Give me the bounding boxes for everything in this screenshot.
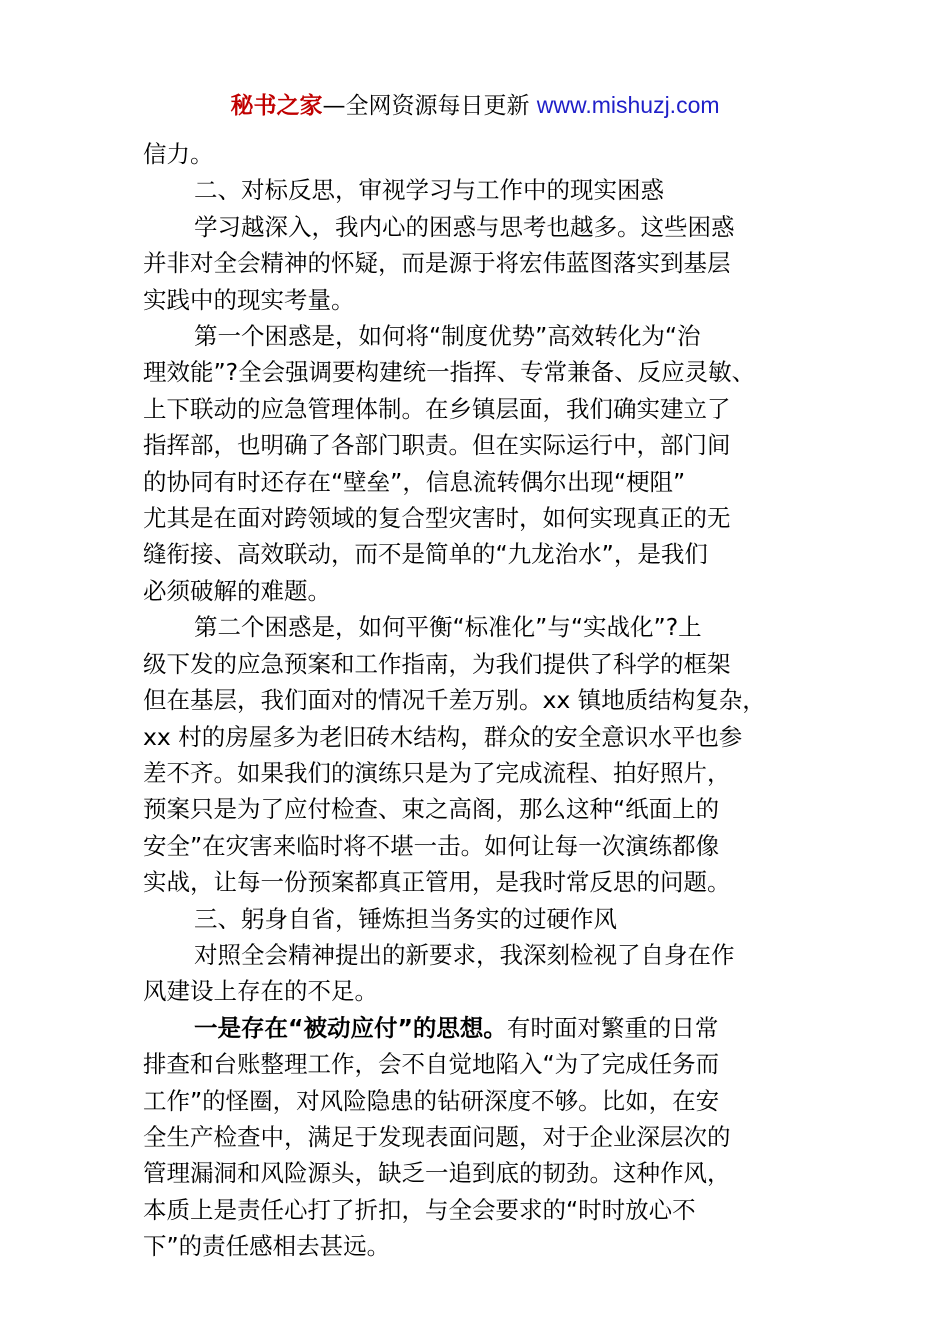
text-line: 第一个困惑是，如何将“制度优势”高效转化为“治	[194, 322, 701, 351]
text-line: 安全”在灾害来临时将不堪一击。如何让每一次演练都像	[143, 831, 720, 860]
text-line: 缝衔接、高效联动，而不是简单的“九龙治水”，是我们	[143, 540, 708, 569]
text-line: 工作”的怪圈，对风险隐患的钻研深度不够。比如，在安	[143, 1086, 720, 1115]
text-line: 本质上是责任心打了折扣，与全会要求的“时时放心不	[143, 1195, 696, 1224]
text-line: 必须破解的难题。	[143, 576, 331, 605]
text-line: 学习越深入，我内心的困惑与思考也越多。这些困惑	[194, 212, 735, 241]
text-line: 尤其是在面对跨领域的复合型灾害时，如何实现真正的无	[143, 504, 731, 533]
site-brand: 秘书之家	[230, 93, 323, 119]
page-header	[0, 88, 950, 123]
text-line: 但在基层，我们面对的情况千差万别。xx 镇地质结构复杂，	[143, 686, 766, 715]
text-line: 预案只是为了应付检查、束之高阁，那么这种“纸面上的	[143, 795, 720, 824]
text-line: 对照全会精神提出的新要求，我深刻检视了自身在作	[194, 940, 735, 969]
site-tagline: —全网资源每日更新	[322, 93, 537, 119]
text-line: 并非对全会精神的怀疑，而是源于将宏伟蓝图落实到基层	[143, 249, 731, 278]
bold-lead-text: 一是存在“被动应付”的思想。	[194, 1013, 507, 1042]
text-line: 信力。	[143, 140, 214, 168]
text-line: 上下联动的应急管理体制。在乡镇层面，我们确实建立了	[143, 394, 731, 423]
text-line: 实战，让每一份预案都真正管用，是我时常反思的问题。	[143, 868, 731, 897]
text-line: 风建设上存在的不足。	[143, 977, 378, 1006]
text-line	[143, 1010, 833, 1046]
text-line: 级下发的应急预案和工作指南，为我们提供了科学的框架	[143, 649, 731, 678]
text-line: 的协同有时还存在“壁垒”，信息流转偶尔出现“梗阻”	[143, 467, 686, 496]
text-line: 实践中的现实考量。	[143, 285, 355, 314]
text-line: 管理漏洞和风险源头，缺乏一追到底的韧劲。这种作风，	[143, 1159, 731, 1188]
section-heading: 三、躬身自省，锤炼担当务实的过硬作风	[194, 904, 617, 933]
text-line: 排查和台账整理工作，会不自觉地陷入“为了完成任务而	[143, 1050, 720, 1079]
text-line: 第二个困惑是，如何平衡“标准化”与“实战化”?上	[194, 613, 702, 642]
document-body	[143, 136, 833, 1265]
text-line: xx 村的房屋多为老旧砖木结构，群众的安全意识水平也参	[143, 722, 743, 751]
text-line: 下”的责任感相去甚远。	[143, 1232, 391, 1261]
text-run: 有时面对繁重的日常	[506, 1013, 719, 1042]
section-heading: 二、对标反思，审视学习与工作中的现实困惑	[194, 176, 664, 205]
text-line: 指挥部，也明确了各部门职责。但在实际运行中，部门间	[143, 431, 731, 460]
text-line: 理效能”?全会强调要构建统一指挥、专常兼备、反应灵敏、	[143, 358, 756, 387]
text-line: 差不齐。如果我们的演练只是为了完成流程、拍好照片，	[143, 758, 731, 787]
text-line: 全生产检查中，满足于发现表面问题，对于企业深层次的	[143, 1122, 731, 1151]
site-url-link[interactable]: www.mishuzj.com	[536, 92, 720, 118]
